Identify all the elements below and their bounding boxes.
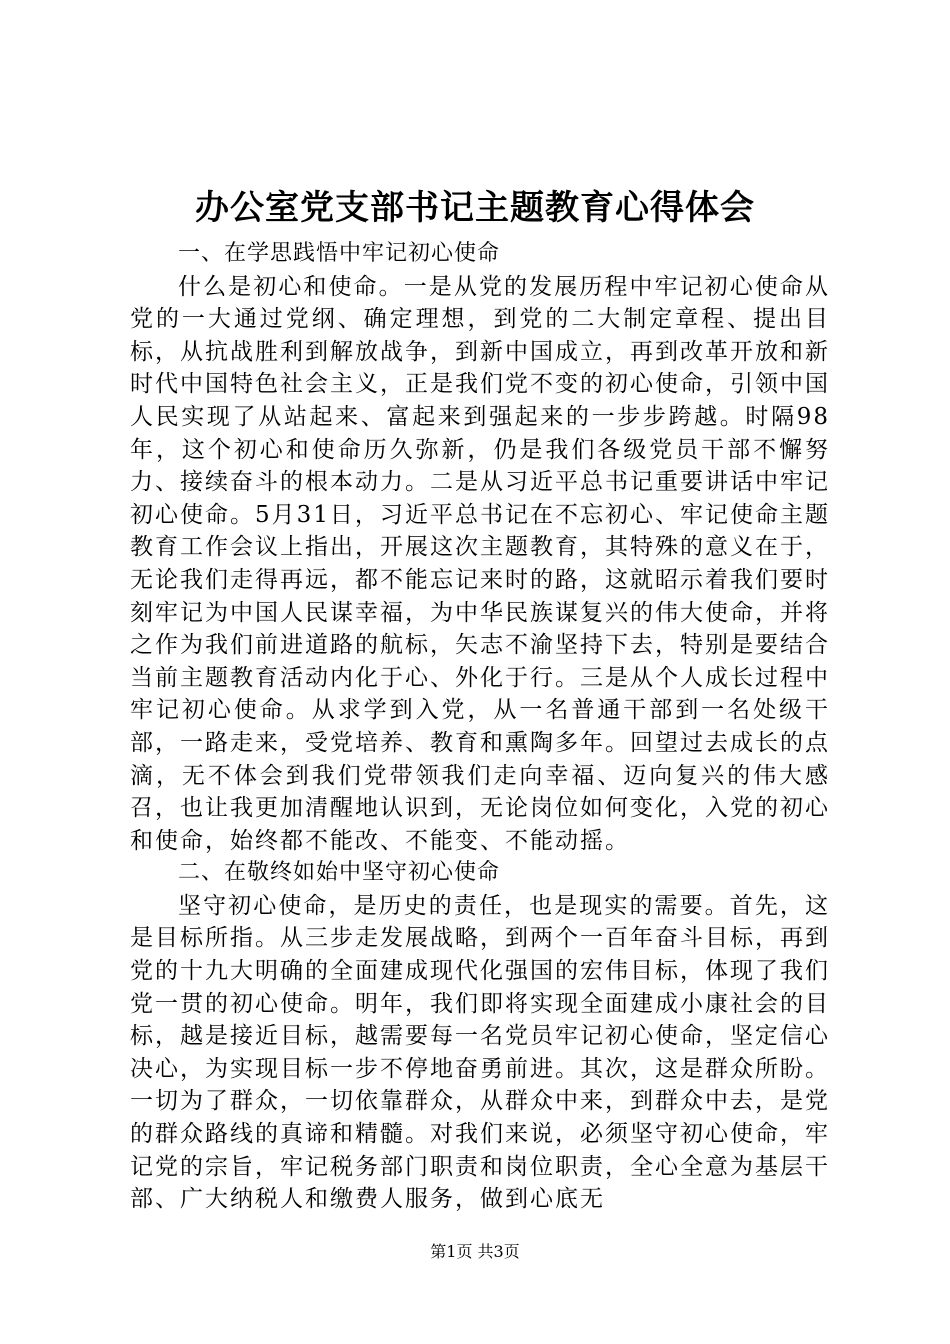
section-2-paragraph: 坚守初心使命，是历史的责任，也是现实的需要。首先，这是目标所指。从三步走发展战略，到两个一百年奋斗目标，再到党的十九大明确的全面建成现代化强国的宏伟目标，体现了我们党一贯的初心使命。明年，我们即将实现全面建成小康社会的目标，越是接近目标，越需要每一名党员牢记初心使命，坚定信心决心，为实现目标一步不停地奋勇前进。其次，这是群众所盼。一切为了群众，一切依靠群众，从群众中来，到群众中去，是党的群众路线的真谛和精髓。对我们来说，必须坚守初心使命，牢记党的宗旨，牢记税务部门职责和岗位职责，全心全意为基层干部、广大纳税人和缴费人服务，做到心底无 [130, 892, 830, 1213]
page-footer: 第1页 共3页 [430, 1242, 520, 1261]
section-2-heading: 二、在敬终如始中坚守初心使命 [178, 860, 501, 886]
section-1-paragraph: 什么是初心和使命。一是从党的发展历程中牢记初心使命从党的一大通过党纲、确定理想，到党的二大制定章程、提出目标，从抗战胜利到解放战争，到新中国成立，再到改革开放和新时代中国特色社会主义，正是我们党不变的初心使命，引领中国人民实现了从站起来、富起来到强起来的一步步跨越。时隔98年，这个初心和使命历久弥新，仍是我们各级党员干部不懈努力、接续奋斗的根本动力。二是从习近平总书记重要讲话中牢记初心使命。5月31日，习近平总书记在不忘初心、牢记使命主题教育工作会议上指出，开展这次主题教育，其特殊的意义在于，无论我们走得再远，都不能忘记来时的路，这就昭示着我们要时刻牢记为中国人民谋幸福，为中华民族谋复兴的伟大使命，并将之作为我们前进道路的航标，矢志不渝坚持下去，特别是要结合当前主题教育活动内化于心、外化于行。三是从个人成长过程中牢记初心使命。从求学到入党，从一名普通干部到一名处级干部，一路走来，受党培养、教育和熏陶多年。回望过去成长的点滴，无不体会到我们党带领我们走向幸福、迈向复兴的伟大感召，也让我更加清醒地认识到，无论岗位如何变化，入党的初心和使命，始终都不能改、不能变、不能动摇。 [130, 273, 830, 854]
document-body [130, 238, 830, 1216]
section-1-heading: 一、在学思践悟中牢记初心使命 [178, 241, 501, 266]
document-title: 办公室党支部书记主题教育心得体会 [195, 188, 755, 228]
